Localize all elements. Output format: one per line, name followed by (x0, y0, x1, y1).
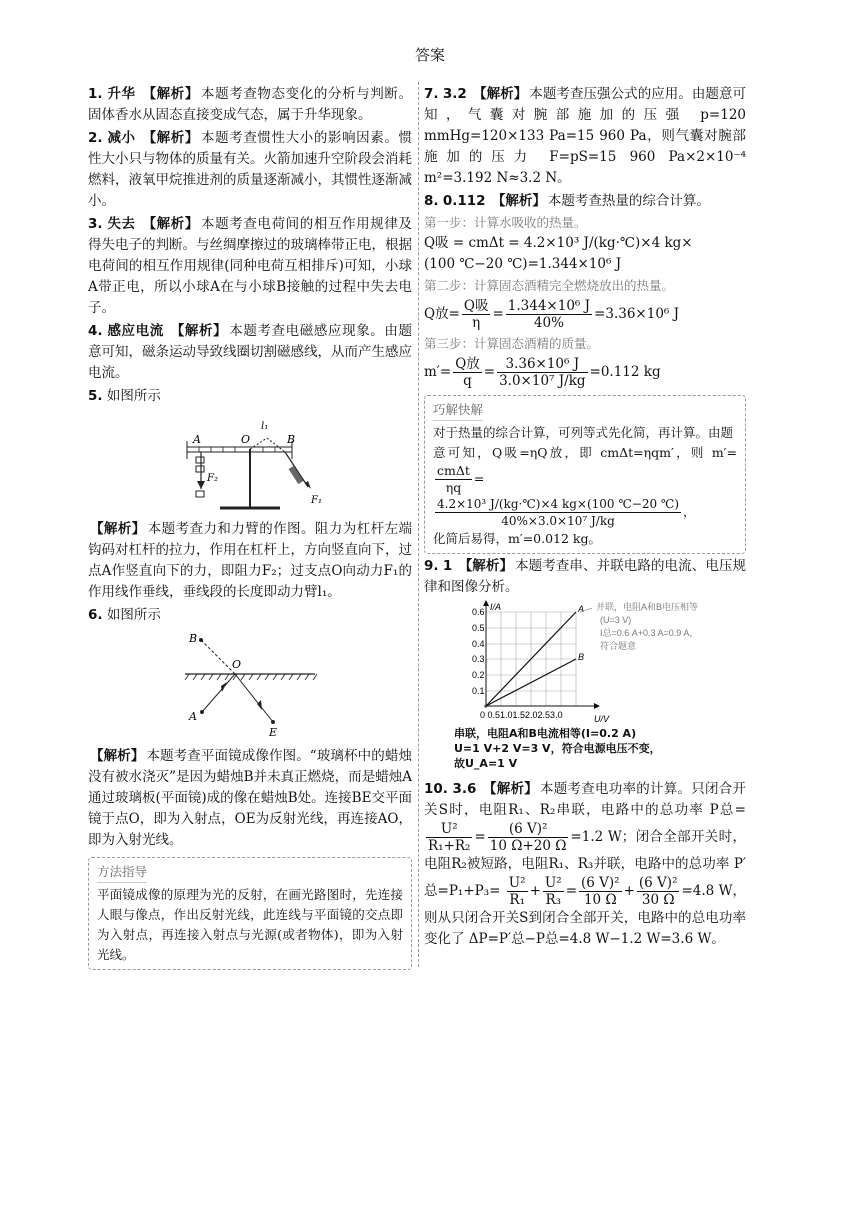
analysis-text: =4.8 W，则从只闭合开关S到闭合全部开关，电路中的总电功率变化了 ΔP=P′总−P总=4.8 W−1.2 W=3.6 W。 (424, 883, 746, 947)
fraction (426, 821, 472, 854)
analysis-text: 本题考查压强公式的应用。由题意可知，气囊对腕部施加的压强 p=120 mmHg=120×133 Pa=15 960 Pa，则气囊对腕部施加的压力 F=pS=15 960 Pa×2×10⁻⁴ m²=3.192 N≈3.2 N。 (424, 86, 747, 186)
answer-text: 0.112 (442, 193, 486, 209)
denominator: 3.0×10⁷ J/kg (499, 373, 586, 389)
step-2: 第二步：计算固态酒精完全燃烧放出的热量。 (424, 278, 675, 293)
item-number: 2. (88, 130, 103, 146)
quick-solve-box (424, 395, 746, 554)
eq-left: Q放= (424, 306, 460, 322)
fraction (543, 875, 564, 908)
step-1: 第一步：计算水吸收的热量。 (424, 215, 587, 230)
graph-note: (U=3 V) (600, 615, 632, 625)
y-axis-label: I/A (490, 602, 502, 612)
x-axis-label: U/V (594, 714, 610, 724)
equation-3: m′= $\frac{\text{Q放}}{q}$ = $\frac{\text{3.36×10⁶ J}}{\text{3.0×10⁷ J/kg}}$ =0.112 kg (424, 356, 661, 389)
x-ticks: 0 0.51.01.52.02.53.0 (480, 710, 563, 720)
box-title: 巧解快解 (433, 400, 483, 421)
numerator: 3.36×10⁶ J (497, 356, 587, 373)
step-3: 第三步：计算固态酒精的质量。 (424, 336, 600, 351)
right-column (424, 84, 746, 952)
answer-item-9 (424, 556, 746, 771)
answer-item-4 (88, 321, 412, 384)
fraction (462, 298, 491, 331)
numerator: U² (508, 875, 526, 891)
method-guide-box (88, 857, 412, 970)
analysis-text: 本题考查串、并联电路的电流、电压规律和图像分析。 (424, 558, 747, 595)
box-text: 平面镜成像的原理为光的反射，在画光路图时，先连接人眼与像点，作出反射光线，此连线与平面镜的交点即为入射点，再连接入射点与光源(或者物体)，即为入射光线。 (97, 887, 403, 962)
lever-diagram (175, 411, 325, 515)
box-line-3: $\frac{\text{4.2×10³ J/(kg·℃)×4 kg×(100 ℃−20 ℃)}}{\text{40\%×3.0×10⁷ J/kg}}$ ， (437, 497, 696, 528)
item-number: 10. (424, 781, 448, 797)
label-F2: F₂ (207, 473, 218, 484)
numerator: U² (426, 821, 472, 838)
label-l1: l₁ (261, 421, 269, 432)
analysis-text: 本题考查电功率的计算。只闭合开关S时，电阻R₁、R₂串联，电路中的总功率 P总= (424, 781, 746, 818)
item-number: 3. (88, 216, 103, 232)
numerator: cmΔt (437, 463, 470, 478)
y-tick: 0.1 (472, 686, 485, 696)
numerator: 4.2×10³ J/(kg·℃)×4 kg×(100 ℃−20 ℃) (437, 497, 680, 511)
analysis-tag: 【解析】 (170, 323, 228, 339)
box-title: 方法指导 (97, 862, 147, 883)
eq-right: =0.112 kg (589, 364, 661, 380)
graph-caption: 串联，电阻A和B电流相等(I=0.2 A) (454, 727, 637, 740)
answer-item-3 (88, 214, 412, 319)
analysis-tag: 【解析】 (482, 781, 538, 797)
page-title: 答案 (414, 46, 445, 64)
answer-item-8 (424, 191, 746, 554)
analysis-tag: 【解析】 (90, 748, 145, 764)
item-number: 1. (88, 86, 103, 102)
label-O: O (241, 433, 251, 446)
graph-caption: 故U_A=1 V (454, 757, 518, 770)
analysis-text: =1.2 W；闭合全部开关时，电阻R₂被短路，电阻R₁、R₃并联，电路中的总功率 P′总=P₁+P₃= (424, 829, 746, 899)
answer-text: 升华 (107, 86, 136, 102)
analysis-tag: 【解析】 (142, 130, 199, 146)
y-tick: 0.2 (472, 670, 485, 680)
item-number: 6. (88, 607, 103, 623)
analysis-tag: 【解析】 (90, 521, 146, 537)
fraction (488, 821, 569, 854)
denominator: 10 Ω (583, 892, 617, 908)
equation-1b: (100 ℃−20 ℃)=1.344×10⁶ J (424, 256, 622, 272)
item-number: 4. (88, 323, 103, 339)
box-line-4: 化简后易得，m′=0.012 kg。 (433, 531, 601, 546)
answer-item-5 (88, 386, 412, 603)
fraction (453, 356, 482, 389)
item-number: 9. (424, 558, 439, 574)
label-B: B (287, 433, 296, 446)
graph-caption: U=1 V+2 V=3 V，符合电源电压不变， (454, 742, 661, 755)
iu-graph (424, 600, 746, 726)
column-divider (418, 82, 419, 967)
label-E: E (269, 726, 278, 739)
analysis-tag: 【解析】 (473, 86, 528, 102)
answer-text: 如图所示 (106, 607, 161, 623)
answer-text: 3.2 (442, 86, 467, 102)
fraction (637, 875, 680, 908)
item-number: 7. (424, 86, 439, 102)
y-tick: 0.4 (472, 639, 485, 649)
fraction (435, 463, 472, 496)
fraction (497, 356, 587, 389)
analysis-tag: 【解析】 (142, 86, 199, 102)
numerator: (6 V)² (488, 821, 569, 838)
graph-note: 并联，电阻A和B电压相等 (596, 602, 699, 612)
numerator: Q放 (455, 356, 480, 372)
answer-item-6 (88, 605, 412, 970)
line-label-A: A (578, 604, 585, 614)
answer-text: 减小 (107, 130, 136, 146)
mirror-diagram (175, 630, 325, 742)
answer-text: 3.6 (452, 781, 477, 797)
graph-note: 符合题意 (600, 641, 637, 651)
label-F1: F₁ (311, 495, 322, 506)
denominator: 40%×3.0×10⁷ J/kg (501, 514, 615, 528)
label-A: A (189, 710, 197, 723)
numerator: U² (544, 875, 562, 891)
label-A: A (193, 433, 201, 446)
denominator: 10 Ω+20 Ω (489, 838, 567, 854)
denominator: q (463, 373, 472, 389)
denominator: 40% (533, 315, 564, 331)
eq-left: m′= (424, 364, 452, 380)
box-line-2: 意可知，Q吸=ηQ放，即 cmΔt=ηqm′，则 m′= $\frac{\text{cmΔt}}{\eta q}$ = (433, 445, 737, 495)
box-line-1: 对于热量的综合计算，可列等式先化简，再计算。由题 (433, 425, 734, 440)
denominator: η (472, 315, 481, 331)
equation-1a: Q吸 = cmΔt = 4.2×10³ J/(kg·℃)×4 kg× (424, 235, 693, 251)
eq-right: =3.36×10⁶ J (594, 306, 680, 322)
analysis-tag: 【解析】 (491, 193, 546, 209)
graph-note: I总=0.6 A+0.3 A=0.9 A， (600, 628, 699, 638)
analysis-text: 本题考查电荷间的相互作用规律及得失电子的判断。与丝绸摩擦过的玻璃棒带正电，根据电荷间的相互作用规律(同种电荷互相排斥)可知，小球A带正电，所以小球A在与小球B接触的过程中失去电子。 (88, 216, 413, 316)
numerator: (6 V)² (581, 875, 620, 891)
analysis-text: 本题考查力和力臂的作图。阻力为杠杆左端钩码对杠杆的拉力，作用在杠杆上，方向竖直向下，过点A作竖直向下的力，即阻力F₂；过支点O向动力F₁的作用线作垂线，垂线段的长度即动力臂l₁。 (88, 521, 413, 600)
answer-text: 感应电流 (107, 323, 164, 339)
numerator: Q吸 (463, 298, 489, 314)
answer-item-2 (88, 128, 412, 212)
y-tick: 0.5 (472, 623, 485, 633)
denominator: R₃ (545, 892, 562, 908)
analysis-text: 本题考查电磁感应现象。由题意可知，磁条运动导致线圈切割磁感线，从而产生感应电流。 (88, 323, 413, 381)
item-number: 5. (88, 388, 103, 404)
denominator: R₁+R₂ (428, 838, 471, 854)
answer-text: 失去 (107, 216, 136, 232)
analysis-text: 本题考查惯性大小的影响因素。惯性大小只与物体的质量有关。火箭加速升空阶段会消耗燃料，液氧甲烷推进剂的质量逐渐减小，其惯性逐渐减小。 (88, 130, 413, 209)
answer-item-1 (88, 84, 412, 126)
fraction (506, 298, 592, 331)
equation-2: Q放= $\frac{\text{Q吸}}{\eta}$ = $\frac{\text{1.344×10⁶ J}}{40\%}$ =3.36×10⁶ J (424, 298, 680, 331)
analysis-text: 本题考查热量的综合计算。 (547, 193, 710, 209)
label-O: O (232, 658, 242, 671)
denominator: ηq (445, 480, 462, 495)
numerator: 1.344×10⁶ J (507, 298, 591, 314)
y-tick: 0.3 (472, 654, 485, 664)
item-number: 8. (424, 193, 439, 209)
denominator: R₁ (509, 892, 525, 908)
analysis-tag: 【解析】 (458, 558, 514, 574)
answer-item-10: 10. 3.6 【解析】 本题考查电功率的计算。只闭合开关S时，电阻R₁、R₂串联，电路中的总功率 P总= $\frac{\text{U²}}{\text{R₁+R₂}}$ = $\frac{\text{(6 V)²}}{10 \Omega+20 \Omega}$ =1.2 W；闭合全部开关时，电阻R₂被短路，电阻R₁、R₃并联，电路中的总功率 P′总=P₁+P₃= $\frac{\text{U²}}{\text{R₁}}$ + $\frac{\text{U²}}{\text{R₃}}$ = $\frac{\text{(6 V)²}}{10 \Omega}$ + $\frac{\text{(6 V)²}}{30 \Omega}$ =4.8 W，则从只闭合开关S到闭合全部开关，电路中的总电功率变化了 ΔP=P′总−P总=4.8 W−1.2 W=3.6 W。 (424, 781, 746, 947)
numerator: (6 V)² (638, 875, 678, 891)
fraction (507, 875, 528, 908)
answer-text: 1 (442, 558, 453, 574)
label-B: B (189, 632, 198, 645)
analysis-text: 本题考查平面镜成像作图。“玻璃杯中的蜡烛没有被水浇灭”是因为蜡烛B并未真正燃烧，而是蜡烛A通过玻璃板(平面镜)成的像在蜡烛B处。连接BE交平面镜于点O，即为入射点，OE为反射光线，再连接AO，即为入射光线。 (88, 748, 412, 848)
y-tick: 0.6 (472, 607, 485, 617)
box-text: 意可知，Q吸=ηQ放，即 cmΔt=ηqm′，则 m′= (433, 445, 737, 460)
analysis-tag: 【解析】 (142, 216, 199, 232)
answer-text: 如图所示 (106, 388, 161, 404)
fraction (435, 496, 681, 529)
analysis-text: 本题考查物态变化的分析与判断。固体香水从固态直接变成气态，属于升华现象。 (88, 86, 413, 123)
fraction (579, 875, 622, 908)
left-column (88, 84, 412, 972)
answer-item-7 (424, 84, 746, 189)
line-label-B: B (578, 652, 585, 662)
denominator: 30 Ω (641, 892, 675, 908)
